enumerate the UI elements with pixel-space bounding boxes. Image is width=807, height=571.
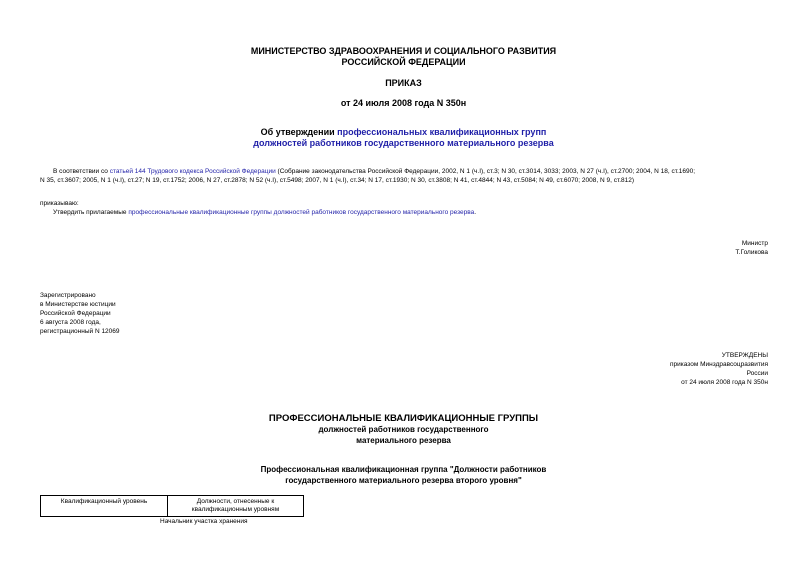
signature-title: Министр [741, 240, 768, 247]
subject-prefix: Об утверждении [260, 127, 338, 137]
group-title-1: Профессиональная квалификационная группа "Должности работников [260, 465, 547, 474]
registration-line: Российской Федерации [40, 310, 111, 317]
preamble-rest-1: (Собрание законодательства Российской Федерации, 2002, N 1 (ч.I), ст.3; N 30, ст.3014, 3033; 2003, N 27 (ч.I), ст.2700; 2004, N 18, ст.1690; [275, 168, 696, 175]
order-prefix: Утвердить прилагаемые [53, 209, 129, 216]
header-positions-line-1: Должности, отнесенные к [196, 498, 275, 505]
appendix-title [0, 413, 807, 446]
labor-code-link[interactable]: статьей 144 Трудового кодекса Российской Федерации [109, 168, 276, 175]
appendix-title-3: материального резерва [356, 436, 451, 445]
registration-line: регистрационный N 12069 [40, 328, 120, 335]
registration-line: 6 августа 2008 года, [40, 319, 101, 326]
order-word: приказываю: [40, 200, 79, 207]
appendix-title-1: ПРОФЕССИОНАЛЬНЫЕ КВАЛИФИКАЦИОННЫЕ ГРУППЫ [268, 413, 539, 424]
table-row: Начальник участка хранения [160, 518, 248, 525]
qualification-table [40, 495, 304, 517]
subject-link-part2[interactable]: должностей работников государственного материального резерва [253, 138, 554, 148]
group-title [0, 464, 807, 486]
preamble [40, 167, 770, 185]
approval-line: УТВЕРЖДЕНЫ [721, 352, 768, 359]
approval-line: России [746, 370, 768, 377]
subject-link-part1[interactable]: профессиональных квалификационных групп [337, 127, 547, 137]
preamble-intro: В соответствии со [53, 168, 110, 175]
registration-block [40, 291, 240, 336]
header-positions-line-2: квалификационным уровням [191, 506, 280, 513]
appendix-title-2: должностей работников государственного [318, 425, 489, 434]
signature-name: Т.Голикова [735, 249, 768, 256]
registration-line: Зарегистрировано [40, 292, 96, 299]
ministry-line-2: РОССИЙСКОЙ ФЕДЕРАЦИИ [341, 57, 466, 67]
order-link[interactable]: профессиональные квалификационные группы должностей работников государственного материального резерва [128, 209, 475, 216]
approval-line: от 24 июля 2008 года N 350н [681, 379, 768, 386]
group-title-2: государственного материального резерва второго уровня" [285, 476, 522, 485]
header-positions [168, 496, 304, 517]
ministry-line-1: МИНИСТЕРСТВО ЗДРАВООХРАНЕНИЯ И СОЦИАЛЬНОГО РАЗВИТИЯ [250, 46, 557, 56]
approval-line: приказом Минздравсоцразвития [670, 361, 768, 368]
signature [600, 239, 768, 257]
doc-date: от 24 июля 2008 года N 350н [340, 98, 467, 108]
doc-subject [0, 127, 807, 149]
preamble-rest-2: N 35, ст.3607; 2005, N 1 (ч.I), ст.27; N 19, ст.1752; 2006, N 27, ст.2878; N 52 (ч.I), ст.5498; 2007, N 1 (ч.I), ст.34; N 17, ст.1930; N 30, ст.3808; N 41, ст.4844; N 43, ст.5084; N 49, ст.6070; 2008, N 9, ст.812) [40, 177, 635, 184]
header-qualification-level: Квалификационный уровень [41, 496, 168, 517]
order-suffix: . [474, 209, 477, 216]
approval-block [560, 351, 768, 387]
ministry-name [0, 46, 807, 68]
doc-type: ПРИКАЗ [385, 78, 422, 88]
table-header-row [41, 496, 304, 517]
order-text [53, 208, 773, 217]
registration-line: в Министерстве юстиции [40, 301, 116, 308]
